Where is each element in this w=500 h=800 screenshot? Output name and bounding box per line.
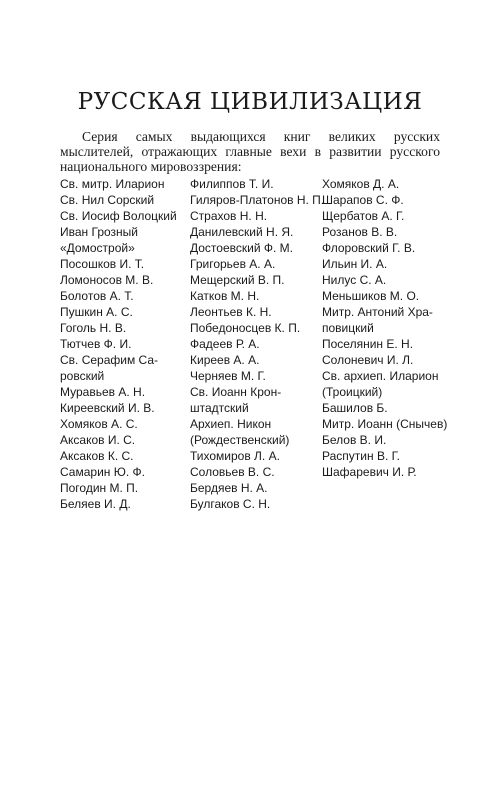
author-entry: Соловьев В. С. — [190, 465, 275, 479]
author-entry: Белов В. И. — [322, 433, 387, 447]
author-entry: Гиляров-Платонов Н. П. — [190, 193, 325, 207]
author-entry: Пушкин А. С. — [60, 305, 133, 319]
author-entry: Щербатов А. Г. — [322, 209, 405, 223]
author-entry: Посошков И. Т. — [60, 257, 145, 271]
author-entry: Архиеп. Никон — [190, 417, 272, 431]
author-entry: Киреев А. А. — [190, 353, 260, 367]
author-entry: Мещерский В. П. — [190, 273, 285, 287]
author-entry: штадтский — [190, 401, 249, 415]
author-entry: Св. Иоанн Крон- — [190, 385, 282, 399]
author-entry: Поселянин Е. Н. — [322, 337, 414, 351]
author-entry: Солоневич И. Л. — [322, 353, 414, 367]
author-entry: Ломоносов М. В. — [60, 273, 154, 287]
author-entry: Григорьев А. А. — [190, 257, 276, 271]
author-entry: Филиппов Т. И. — [190, 177, 274, 191]
author-entry: Фадеев Р. А. — [190, 337, 260, 351]
series-description: Серия самых выдающихся книг великих русских мыслителей, отражающих главные вехи в развитии русского национального мировоззрения: — [60, 129, 440, 175]
author-entry: Нилус С. А. — [322, 273, 387, 287]
author-entry: Св. Нил Сорский — [60, 193, 155, 207]
author-entry: Св. архиеп. Иларион — [322, 369, 439, 383]
author-entry: Булгаков С. Н. — [190, 497, 271, 511]
author-entry: Св. митр. Иларион — [60, 177, 165, 191]
author-list — [60, 176, 450, 511]
author-entry: (Рождественский) — [190, 433, 290, 447]
author-entry: Беляев И. Д. — [60, 497, 131, 511]
author-entry: Распутин В. Г. — [322, 449, 400, 463]
author-entry: Св. Иосиф Волоцкий — [60, 209, 177, 223]
author-entry: Тихомиров Л. А. — [190, 449, 280, 463]
author-column-3 — [322, 176, 447, 480]
series-title: РУССКАЯ ЦИВИЛИЗАЦИЯ — [77, 89, 423, 115]
author-entry: Тютчев Ф. И. — [60, 337, 132, 351]
author-entry: Ильин И. А. — [322, 257, 388, 271]
author-entry: Погодин М. П. — [60, 481, 139, 495]
author-entry: Хомяков Д. А. — [322, 177, 400, 191]
author-entry: Страхов Н. Н. — [190, 209, 268, 223]
author-entry: Катков М. Н. — [190, 289, 260, 303]
author-entry: Св. Серафим Са- — [60, 353, 159, 367]
author-entry: Достоевский Ф. М. — [190, 241, 293, 255]
author-column-1 — [60, 176, 177, 512]
author-entry: Болотов А. Т. — [60, 289, 134, 303]
author-entry: Иван Грозный — [60, 225, 138, 239]
author-entry: Меньшиков М. О. — [322, 289, 420, 303]
author-entry: «Домострой» — [60, 241, 135, 255]
author-entry: Черняев М. Г. — [190, 369, 266, 383]
author-entry: Митр. Иоанн (Снычев) — [322, 417, 448, 431]
author-entry: Леонтьев К. Н. — [190, 305, 272, 319]
author-entry: Самарин Ю. Ф. — [60, 465, 145, 479]
author-entry: повицкий — [322, 321, 374, 335]
author-entry: Башилов Б. — [322, 401, 388, 415]
author-entry: Розанов В. В. — [322, 225, 398, 239]
author-entry: Киреевский И. В. — [60, 401, 155, 415]
author-entry: Шафаревич И. Р. — [322, 465, 417, 479]
author-entry: Аксаков К. С. — [60, 449, 134, 463]
author-entry: Флоровский Г. В. — [322, 241, 416, 255]
author-entry: Хомяков А. С. — [60, 417, 138, 431]
author-column-2 — [190, 176, 324, 512]
author-entry: Аксаков И. С. — [60, 433, 136, 447]
author-entry: (Троицкий) — [322, 385, 383, 399]
author-entry: Муравьев А. Н. — [60, 385, 146, 399]
author-entry: ровский — [60, 369, 105, 383]
author-entry: Данилевский Н. Я. — [190, 225, 294, 239]
author-entry: Победоносцев К. П. — [190, 321, 301, 335]
author-entry: Гоголь Н. В. — [60, 321, 127, 335]
author-entry: Бердяев Н. А. — [190, 481, 268, 495]
author-entry: Шарапов С. Ф. — [322, 193, 404, 207]
author-entry: Митр. Антоний Хра- — [322, 305, 433, 319]
